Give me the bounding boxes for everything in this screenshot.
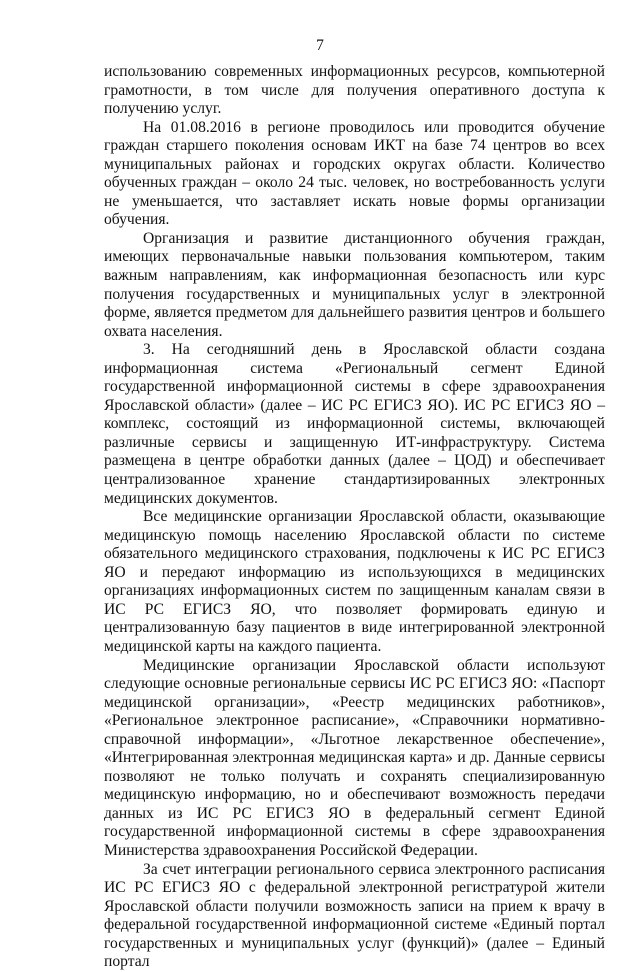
paragraph-continuation: использованию современных информационных ресурсов, компьютерной грамотности, в том числе для получения оперативного доступа к получению услуг.	[104, 63, 605, 118]
paragraph-medical-organizations: Все медицинские организации Ярославской области, оказывающие медицинскую помощь населению Ярославской области по системе обязательного медицинского страхования, подключены к ИС РС ЕГИСЗ ЯО и передают информацию из использующихся в медицинских организациях информационных систем по защищенным каналам связи в ИС РС ЕГИСЗ ЯО, что позволяет формировать единую и централизованную базу пациентов в виде интегрированной электронной медицинской карты на каждого пациента.	[104, 508, 605, 655]
paragraph-integration: За счет интеграции регионального сервиса электронного расписания ИС РС ЕГИСЗ ЯО с федеральной электронной регистратурой жители Ярославской области получили возможность записи на прием к врачу в федеральной государственной информационной системе «Единый портал государственных и муниципальных услуг (функций)» (далее – Единый портал	[104, 860, 605, 971]
paragraph-ict-training: На 01.08.2016 в регионе проводилось или проводится обучение граждан старшего поколения основам ИКТ на базе 74 центров во всех муниципальных районах и городских округах области. Количество обученных граждан – около 24 тыс. человек, но востребованность услуги не уменьшается, что заставляет искать новые формы организации обучения.	[104, 118, 605, 229]
paragraph-egisz-system: 3. На сегодняшний день в Ярославской области создана информационная система «Региональный сегмент Единой государственной информационной системы в сфере здравоохранения Ярославской области» (далее – ИС РС ЕГИСЗ ЯО). ИС РС ЕГИСЗ ЯО – комплекс, состоящий из информационной системы, включающей различные сервисы и защищенную ИТ-инфраструктуру. Система размещена в центре обработки данных (далее – ЦОД) и обеспечивает централизованное хранение стандартизированных электронных медицинских документов.	[104, 341, 605, 507]
paragraph-distance-learning: Организация и развитие дистанционного обучения граждан, имеющих первоначальные навыки пользования компьютером, таким важным направлениям, как информационная безопасность или курс получения государственных и муниципальных услуг в электронной форме, является предметом для дальнейшего развития центров и большего охвата населения.	[104, 229, 605, 340]
paragraph-regional-services: Медицинские организации Ярославской области используют следующие основные региональные сервисы ИС РС ЕГИСЗ ЯО: «Паспорт медицинской организации», «Реестр медицинских работников», «Региональное электронное расписание», «Справочники нормативно-справочной информации», «Льготное лекарственное обеспечение», «Интегрированная электронная медицинская карта» и др. Данные сервисы позволяют не только получать и сохранять специализированную медицинскую информацию, но и обеспечивают возможность передачи данных из ИС РС ЕГИСЗ ЯО в федеральный сегмент Единой государственной информационной системы в сфере здравоохранения Министерства здравоохранения Российской Федерации.	[104, 656, 605, 859]
body-text	[104, 63, 605, 972]
page-number: 7	[316, 37, 324, 54]
